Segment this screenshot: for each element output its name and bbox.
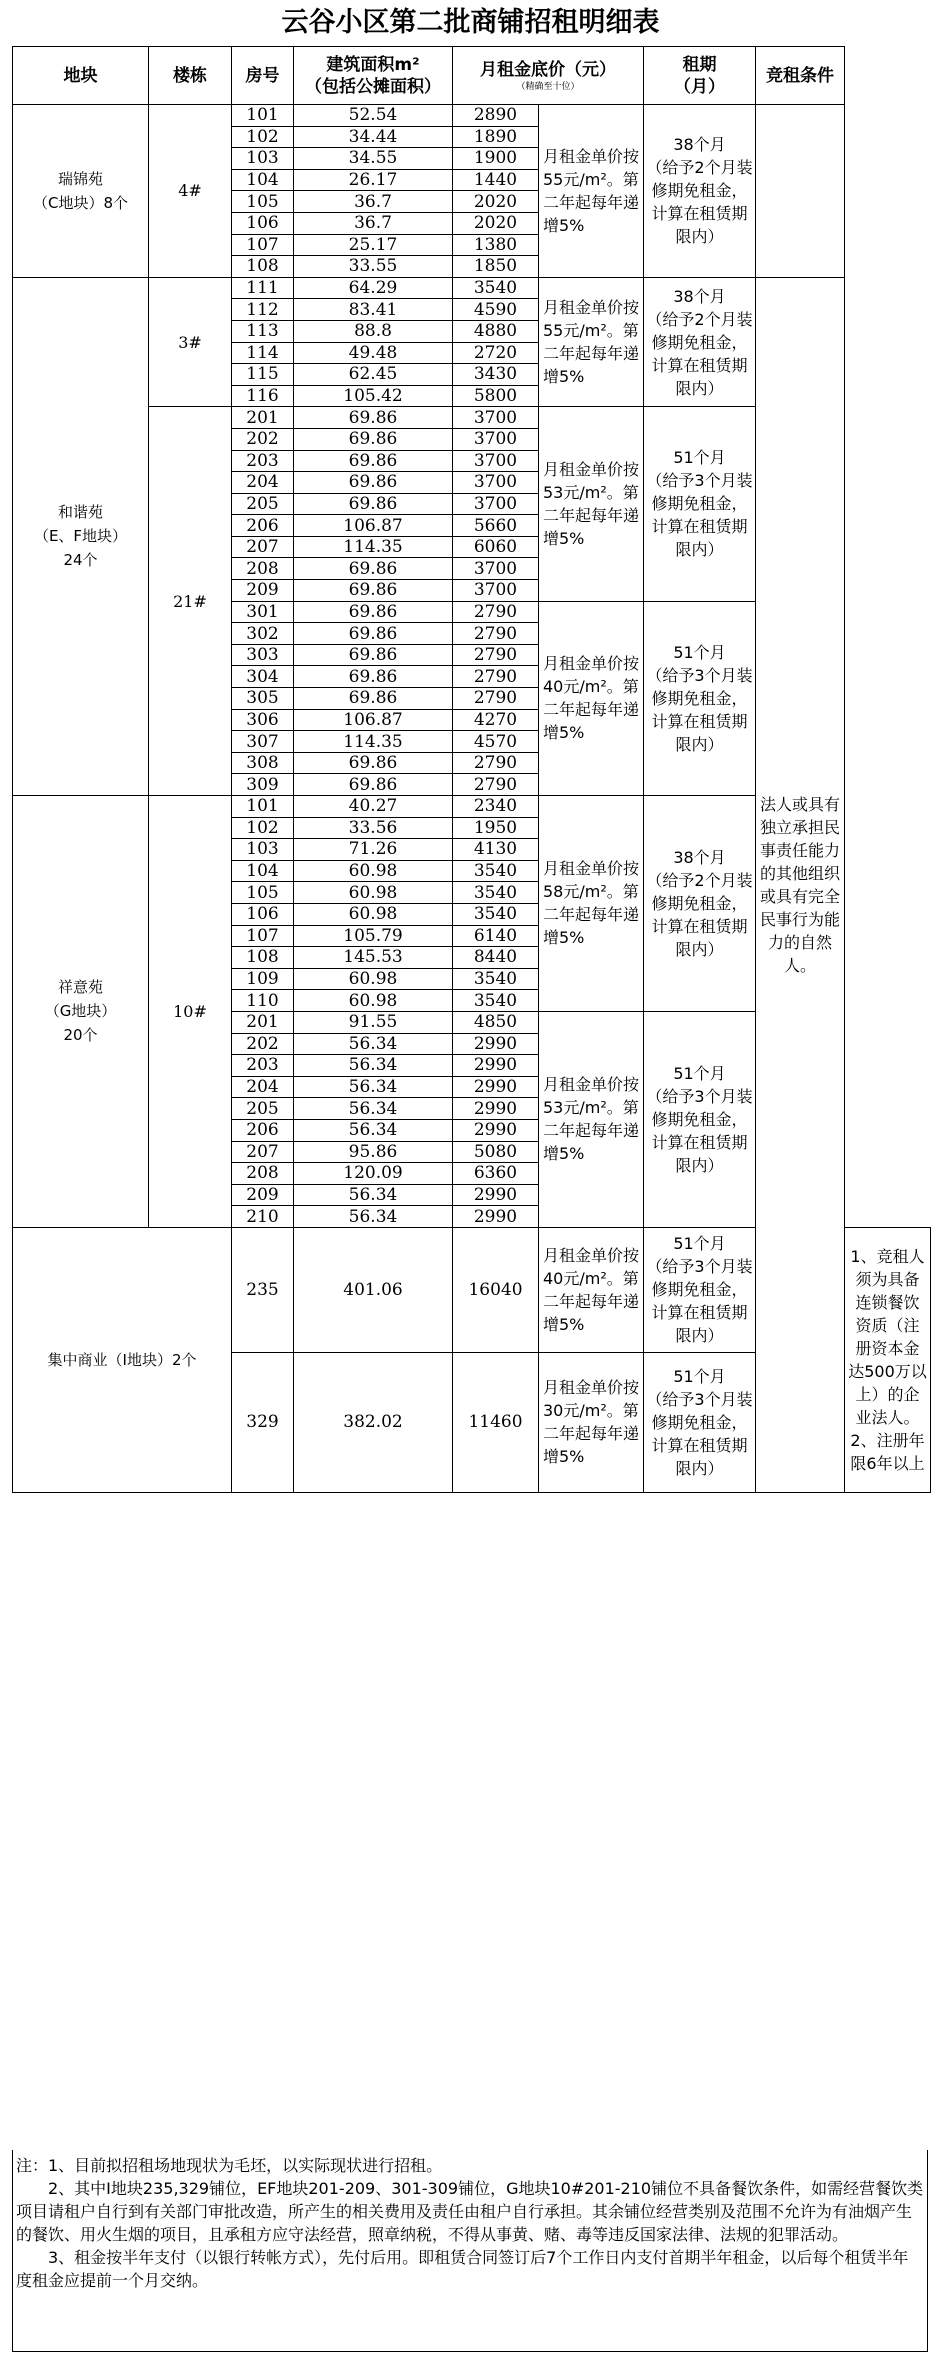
area-cell: 56.34 bbox=[294, 1206, 453, 1228]
room-cell: 104 bbox=[232, 169, 294, 191]
room-cell: 113 bbox=[232, 320, 294, 342]
room-cell: 101 bbox=[232, 796, 294, 818]
room-cell: 114 bbox=[232, 342, 294, 364]
price-cell: 3700 bbox=[453, 472, 539, 494]
area-cell: 26.17 bbox=[294, 169, 453, 191]
price-cell: 3700 bbox=[453, 493, 539, 515]
table-row bbox=[13, 105, 931, 127]
price-cell: 6060 bbox=[453, 536, 539, 558]
building-cell: 21# bbox=[149, 407, 232, 796]
area-cell: 69.86 bbox=[294, 407, 453, 429]
area-cell: 69.86 bbox=[294, 644, 453, 666]
price-cell: 16040 bbox=[453, 1227, 539, 1352]
price-cell: 2720 bbox=[453, 342, 539, 364]
price-cell: 2990 bbox=[453, 1055, 539, 1077]
building-cell: 4# bbox=[149, 105, 232, 278]
area-cell: 36.7 bbox=[294, 212, 453, 234]
room-cell: 202 bbox=[232, 1033, 294, 1055]
col-price-label: 月租金底价（元） bbox=[480, 59, 616, 80]
area-cell: 60.98 bbox=[294, 968, 453, 990]
price-cell: 3540 bbox=[453, 990, 539, 1012]
room-cell: 102 bbox=[232, 817, 294, 839]
area-cell: 56.34 bbox=[294, 1119, 453, 1141]
room-cell: 203 bbox=[232, 1055, 294, 1077]
room-cell: 304 bbox=[232, 666, 294, 688]
table-body bbox=[13, 105, 931, 1493]
price-cell: 1900 bbox=[453, 148, 539, 170]
area-cell: 62.45 bbox=[294, 364, 453, 386]
col-block: 地块 bbox=[13, 47, 149, 105]
price-cell: 2340 bbox=[453, 796, 539, 818]
block-cell: 瑞锦苑 （C地块）8个 bbox=[13, 105, 149, 278]
room-cell: 102 bbox=[232, 126, 294, 148]
area-cell: 114.35 bbox=[294, 536, 453, 558]
price-cell: 6140 bbox=[453, 925, 539, 947]
room-cell: 305 bbox=[232, 688, 294, 710]
room-cell: 104 bbox=[232, 860, 294, 882]
block-cell: 集中商业（I地块）2个 bbox=[13, 1227, 232, 1492]
term-cell: 38个月 （给予2个月装修期免租金，计算在租赁期限内） bbox=[644, 277, 756, 407]
building-cell: 10# bbox=[149, 796, 232, 1228]
room-cell: 108 bbox=[232, 256, 294, 278]
room-cell: 115 bbox=[232, 364, 294, 386]
price-cell: 1850 bbox=[453, 256, 539, 278]
building-cell: 3# bbox=[149, 277, 232, 407]
area-cell: 69.86 bbox=[294, 558, 453, 580]
area-cell: 64.29 bbox=[294, 277, 453, 299]
room-cell: 108 bbox=[232, 947, 294, 969]
price-cell: 8440 bbox=[453, 947, 539, 969]
room-cell: 103 bbox=[232, 839, 294, 861]
condition-cell: 法人或具有独立承担民事责任能力的其他组织或具有完全民事行为能力的自然人。 bbox=[756, 277, 845, 1492]
col-area-label: 建筑面积m² bbox=[326, 54, 420, 75]
price-cell: 3430 bbox=[453, 364, 539, 386]
col-cond: 竞租条件 bbox=[756, 47, 845, 105]
area-cell: 105.79 bbox=[294, 925, 453, 947]
area-cell: 34.44 bbox=[294, 126, 453, 148]
price-cell: 5660 bbox=[453, 515, 539, 537]
room-cell: 309 bbox=[232, 774, 294, 796]
area-cell: 69.86 bbox=[294, 493, 453, 515]
area-cell: 382.02 bbox=[294, 1352, 453, 1492]
price-cell: 2790 bbox=[453, 623, 539, 645]
area-cell: 69.86 bbox=[294, 428, 453, 450]
area-cell: 40.27 bbox=[294, 796, 453, 818]
rental-table bbox=[12, 46, 931, 1493]
price-cell: 2990 bbox=[453, 1098, 539, 1120]
area-cell: 60.98 bbox=[294, 903, 453, 925]
price-cell: 6360 bbox=[453, 1163, 539, 1185]
rent-rule-cell: 月租金单价按40元/m²。第二年起每年递增5% bbox=[539, 601, 644, 795]
price-cell: 4850 bbox=[453, 1011, 539, 1033]
area-cell: 69.86 bbox=[294, 688, 453, 710]
col-area-sub: （包括公摊面积） bbox=[305, 76, 441, 97]
area-cell: 33.55 bbox=[294, 256, 453, 278]
price-cell: 11460 bbox=[453, 1352, 539, 1492]
room-cell: 107 bbox=[232, 234, 294, 256]
room-cell: 329 bbox=[232, 1352, 294, 1492]
price-cell: 3540 bbox=[453, 968, 539, 990]
rent-rule-cell: 月租金单价按58元/m²。第二年起每年递增5% bbox=[539, 796, 644, 1012]
area-cell: 56.34 bbox=[294, 1076, 453, 1098]
note-3: 3、租金按半年支付（以银行转帐方式），先付后用。即租赁合同签订后7个工作日内支付首期半年租金，以后每个租赁半年度租金应提前一个月交纳。 bbox=[16, 2248, 909, 2290]
rent-rule-cell: 月租金单价按55元/m²。第二年起每年递增5% bbox=[539, 105, 644, 278]
page-title: 云谷小区第二批商铺招租明细表 bbox=[281, 7, 660, 38]
room-cell: 109 bbox=[232, 968, 294, 990]
room-cell: 203 bbox=[232, 450, 294, 472]
area-cell: 60.98 bbox=[294, 860, 453, 882]
room-cell: 201 bbox=[232, 407, 294, 429]
room-cell: 204 bbox=[232, 1076, 294, 1098]
term-cell: 51个月 （给予3个月装修期免租金，计算在租赁期限内） bbox=[644, 601, 756, 795]
note-1: 注：1、目前拟招租场地现状为毛坯，以实际现状进行招租。 bbox=[16, 2156, 443, 2175]
price-cell: 1950 bbox=[453, 817, 539, 839]
price-cell: 3540 bbox=[453, 860, 539, 882]
col-building: 楼栋 bbox=[149, 47, 232, 105]
room-cell: 235 bbox=[232, 1227, 294, 1352]
room-cell: 204 bbox=[232, 472, 294, 494]
note-2: 2、其中I地块235,329铺位，EF地块201-209、301-309铺位，G地块10#201-210铺位不具备餐饮条件，如需经营餐饮类项目请租户自行到有关部门审批改造，所产生的相关费用及责任由租户自行承担。其余铺位经营类别及范围不允许为有油烟产生的餐饮、用火生烟的项目，且承租方应守法经营，照章纳税，不得从事黄、赌、毒等违反国家法律、法规的犯罪活动。 bbox=[16, 2179, 924, 2244]
term-cell: 51个月 （给予3个月装修期免租金，计算在租赁期限内） bbox=[644, 407, 756, 601]
term-cell: 51个月 （给予3个月装修期免租金，计算在租赁期限内） bbox=[644, 1352, 756, 1492]
price-cell: 4570 bbox=[453, 731, 539, 753]
area-cell: 69.86 bbox=[294, 601, 453, 623]
header-row bbox=[13, 47, 931, 105]
area-cell: 69.86 bbox=[294, 774, 453, 796]
price-cell: 2020 bbox=[453, 191, 539, 213]
area-cell: 36.7 bbox=[294, 191, 453, 213]
room-cell: 209 bbox=[232, 1184, 294, 1206]
room-cell: 112 bbox=[232, 299, 294, 321]
price-cell: 1440 bbox=[453, 169, 539, 191]
room-cell: 302 bbox=[232, 623, 294, 645]
area-cell: 25.17 bbox=[294, 234, 453, 256]
price-cell: 4130 bbox=[453, 839, 539, 861]
price-cell: 4270 bbox=[453, 709, 539, 731]
room-cell: 209 bbox=[232, 580, 294, 602]
term-cell: 51个月 （给予3个月装修期免租金，计算在租赁期限内） bbox=[644, 1011, 756, 1227]
rent-rule-cell: 月租金单价按30元/m²。第二年起每年递增5% bbox=[539, 1352, 644, 1492]
area-cell: 69.86 bbox=[294, 666, 453, 688]
area-cell: 95.86 bbox=[294, 1141, 453, 1163]
block-cell: 祥意苑 （G地块） 20个 bbox=[13, 796, 149, 1228]
area-cell: 145.53 bbox=[294, 947, 453, 969]
area-cell: 114.35 bbox=[294, 731, 453, 753]
area-cell: 106.87 bbox=[294, 515, 453, 537]
price-cell: 2790 bbox=[453, 774, 539, 796]
room-cell: 308 bbox=[232, 752, 294, 774]
area-cell: 56.34 bbox=[294, 1184, 453, 1206]
area-cell: 60.98 bbox=[294, 882, 453, 904]
room-cell: 207 bbox=[232, 1141, 294, 1163]
room-cell: 105 bbox=[232, 191, 294, 213]
room-cell: 206 bbox=[232, 1119, 294, 1141]
area-cell: 106.87 bbox=[294, 709, 453, 731]
room-cell: 202 bbox=[232, 428, 294, 450]
price-cell: 3540 bbox=[453, 882, 539, 904]
term-cell: 51个月 （给予3个月装修期免租金，计算在租赁期限内） bbox=[644, 1227, 756, 1352]
area-cell: 49.48 bbox=[294, 342, 453, 364]
room-cell: 306 bbox=[232, 709, 294, 731]
price-cell: 3700 bbox=[453, 407, 539, 429]
price-cell: 2790 bbox=[453, 644, 539, 666]
area-cell: 56.34 bbox=[294, 1098, 453, 1120]
area-cell: 34.55 bbox=[294, 148, 453, 170]
room-cell: 206 bbox=[232, 515, 294, 537]
room-cell: 205 bbox=[232, 1098, 294, 1120]
term-cell: 38个月 （给予2个月装修期免租金，计算在租赁期限内） bbox=[644, 796, 756, 1012]
price-cell: 2790 bbox=[453, 688, 539, 710]
area-cell: 52.54 bbox=[294, 105, 453, 127]
area-cell: 69.86 bbox=[294, 623, 453, 645]
room-cell: 103 bbox=[232, 148, 294, 170]
room-cell: 105 bbox=[232, 882, 294, 904]
col-price bbox=[453, 47, 644, 105]
price-cell: 2990 bbox=[453, 1119, 539, 1141]
area-cell: 83.41 bbox=[294, 299, 453, 321]
room-cell: 107 bbox=[232, 925, 294, 947]
price-cell: 3540 bbox=[453, 277, 539, 299]
price-cell: 3700 bbox=[453, 450, 539, 472]
price-cell: 3700 bbox=[453, 558, 539, 580]
room-cell: 110 bbox=[232, 990, 294, 1012]
area-cell: 60.98 bbox=[294, 990, 453, 1012]
price-cell: 5800 bbox=[453, 385, 539, 407]
area-cell: 401.06 bbox=[294, 1227, 453, 1352]
room-cell: 111 bbox=[232, 277, 294, 299]
table-row bbox=[13, 277, 931, 299]
rent-rule-cell: 月租金单价按40元/m²。第二年起每年递增5% bbox=[539, 1227, 644, 1352]
price-cell: 2790 bbox=[453, 601, 539, 623]
notes-section bbox=[12, 2150, 928, 2352]
room-cell: 208 bbox=[232, 558, 294, 580]
col-term: 租期 （月） bbox=[644, 47, 756, 105]
room-cell: 303 bbox=[232, 644, 294, 666]
room-cell: 301 bbox=[232, 601, 294, 623]
area-cell: 91.55 bbox=[294, 1011, 453, 1033]
area-cell: 69.86 bbox=[294, 752, 453, 774]
price-cell: 2790 bbox=[453, 752, 539, 774]
col-area bbox=[294, 47, 453, 105]
area-cell: 56.34 bbox=[294, 1055, 453, 1077]
room-cell: 116 bbox=[232, 385, 294, 407]
area-cell: 33.56 bbox=[294, 817, 453, 839]
room-cell: 208 bbox=[232, 1163, 294, 1185]
block-cell: 和谐苑 （E、F地块） 24个 bbox=[13, 277, 149, 795]
price-cell: 2890 bbox=[453, 105, 539, 127]
price-cell: 4880 bbox=[453, 320, 539, 342]
area-cell: 105.42 bbox=[294, 385, 453, 407]
area-cell: 69.86 bbox=[294, 450, 453, 472]
condition-empty-cell bbox=[756, 105, 845, 278]
area-cell: 69.86 bbox=[294, 580, 453, 602]
price-cell: 5080 bbox=[453, 1141, 539, 1163]
room-cell: 210 bbox=[232, 1206, 294, 1228]
area-cell: 88.8 bbox=[294, 320, 453, 342]
room-cell: 205 bbox=[232, 493, 294, 515]
price-cell: 2790 bbox=[453, 666, 539, 688]
area-cell: 56.34 bbox=[294, 1033, 453, 1055]
price-cell: 3700 bbox=[453, 580, 539, 602]
room-cell: 207 bbox=[232, 536, 294, 558]
col-room: 房号 bbox=[232, 47, 294, 105]
rent-rule-cell: 月租金单价按55元/m²。第二年起每年递增5% bbox=[539, 277, 644, 407]
room-cell: 307 bbox=[232, 731, 294, 753]
condition-cell-i: 1、竞租人须为具备连锁餐饮资质（注册资本金达500万以上）的企业法人。 2、注册年限6年以上 bbox=[845, 1227, 931, 1492]
area-cell: 120.09 bbox=[294, 1163, 453, 1185]
price-cell: 1890 bbox=[453, 126, 539, 148]
price-cell: 1380 bbox=[453, 234, 539, 256]
price-cell: 4590 bbox=[453, 299, 539, 321]
price-cell: 3540 bbox=[453, 903, 539, 925]
price-cell: 2990 bbox=[453, 1206, 539, 1228]
term-cell: 38个月 （给予2个月装修期免租金，计算在租赁期限内） bbox=[644, 105, 756, 278]
area-cell: 71.26 bbox=[294, 839, 453, 861]
col-price-sub: （精确至十位） bbox=[516, 81, 580, 92]
room-cell: 106 bbox=[232, 212, 294, 234]
price-cell: 2020 bbox=[453, 212, 539, 234]
price-cell: 2990 bbox=[453, 1184, 539, 1206]
price-cell: 2990 bbox=[453, 1076, 539, 1098]
area-cell: 69.86 bbox=[294, 472, 453, 494]
price-cell: 3700 bbox=[453, 428, 539, 450]
room-cell: 101 bbox=[232, 105, 294, 127]
room-cell: 106 bbox=[232, 903, 294, 925]
rent-rule-cell: 月租金单价按53元/m²。第二年起每年递增5% bbox=[539, 407, 644, 601]
price-cell: 2990 bbox=[453, 1033, 539, 1055]
rent-rule-cell: 月租金单价按53元/m²。第二年起每年递增5% bbox=[539, 1011, 644, 1227]
room-cell: 201 bbox=[232, 1011, 294, 1033]
